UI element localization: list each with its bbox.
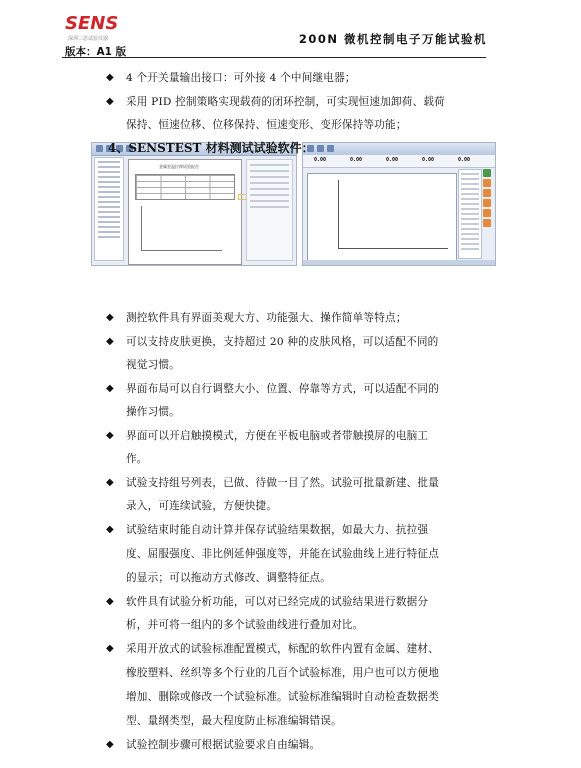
report-curve-area (141, 206, 222, 251)
diamond-bullet-icon: ◆ (106, 477, 114, 488)
control-icon (483, 219, 491, 227)
readout-value: 0.00 (385, 157, 399, 163)
result-list (458, 169, 482, 259)
diamond-bullet-icon: ◆ (106, 524, 114, 535)
document-title: 200N 微机控制电子万能试验机 (298, 32, 487, 46)
diamond-bullet-icon: ◆ (106, 430, 114, 441)
plot-x-axis (338, 248, 448, 249)
navigation-tree (94, 157, 124, 261)
control-icon (483, 209, 491, 217)
curve-plot (307, 173, 457, 261)
diamond-bullet-icon: ◆ (106, 643, 114, 654)
diamond-bullet-icon: ◆ (106, 72, 114, 83)
bullet-line: 型、量纲类型，最大程度防止标准编辑错误。 (126, 715, 342, 727)
bullet-line: 界面布局可以自行调整大小、位置、停靠等方式，可以适配不同的 (126, 383, 440, 395)
bullet-line: 软件具有试验分析功能，可以对已经完成的试验结果进行数据分 (126, 596, 429, 608)
bullet-line: 度、屈服强度、非比例延伸强度等，并能在试验曲线上进行特征点 (126, 548, 440, 560)
bullet-line: 采用开放式的试验标准配置模式，标配的软件内置有金属、建材、 (126, 643, 440, 655)
readout-bar (303, 155, 495, 168)
bullet-line: 试验结束时能自动计算并保存试验结果数据，如最大力、抗拉强 (126, 524, 429, 536)
bullet-line: 4 个开关量输出接口：可外接 4 个中间继电器； (126, 72, 356, 84)
control-icon (483, 189, 491, 197)
bullet-line: 界面可以开启触摸模式，方便在平板电脑或者带触摸屏的电脑工 (126, 430, 429, 442)
diamond-bullet-icon: ◆ (106, 336, 114, 347)
plot-y-axis (338, 180, 339, 248)
bullet-line: 析，并可将一组内的多个试验曲线进行叠加对比。 (126, 619, 364, 631)
diamond-bullet-icon: ◆ (106, 739, 114, 750)
bullet-line: 测控软件具有界面美观大方、功能强大、操作简单等特点； (126, 312, 407, 324)
bullet-line: 采用 PID 控制策略实现载荷的闭环控制，可实现恒速加卸荷、载荷 (126, 96, 445, 108)
report-screenshot (91, 142, 297, 266)
control-icon (483, 199, 491, 207)
bullet-line: 可以支持皮肤更换，支持超过 20 种的皮肤风格，可以适配不同的 (126, 336, 439, 348)
properties-panel (246, 159, 293, 261)
test-screenshot (302, 142, 496, 266)
bullet-line: 试验支持组号列表，已做、待做一目了然。试验可批量新建、批量 (126, 477, 440, 489)
logo-text: SENS (65, 13, 119, 34)
report-title: 金属室温拉伸试验报告 (159, 164, 199, 169)
bullet-line: 试验控制步骤可根据试验要求自由编辑。 (126, 739, 321, 751)
diamond-bullet-icon: ◆ (106, 596, 114, 607)
readout-value: 0.00 (421, 157, 435, 163)
diamond-bullet-icon: ◆ (106, 383, 114, 394)
start-icon (483, 169, 491, 177)
diamond-bullet-icon: ◆ (106, 312, 114, 323)
bullet-line: 操作习惯。 (126, 406, 180, 418)
status-bar (303, 260, 495, 265)
control-buttons (483, 169, 492, 255)
bullet-line: 录入，可连续试验，方便快捷。 (126, 500, 278, 512)
readout-value: 0.00 (349, 157, 363, 163)
readout-value: 0.00 (313, 157, 327, 163)
report-table (135, 174, 235, 200)
logo-subtext: 深圳三思试验仪器 (68, 36, 109, 42)
bullet-line: 增加、删除或修改一个试验标准。试验标准编辑时自动检查数据类 (126, 691, 440, 703)
diamond-bullet-icon: ◆ (106, 96, 114, 107)
section-heading: 4、SENSTEST 材料测试试验软件： (108, 141, 314, 155)
stop-icon (483, 179, 491, 187)
bullet-line: 视觉习惯。 (126, 359, 180, 371)
version-label: 版本：A1 版 (65, 46, 127, 58)
readout-value: 0.00 (457, 157, 471, 163)
bullet-line: 作。 (126, 453, 148, 465)
bullet-line: 橡胶塑料、丝织等多个行业的几百个试验标准，用户也可以方便地 (126, 667, 440, 679)
header-divider (62, 57, 486, 58)
report-preview (128, 159, 242, 265)
bullet-line: 的显示；可以拖动方式修改、调整特征点。 (126, 572, 332, 584)
bullet-line: 保持、恒速位移、位移保持、恒速变形、变形保持等功能； (126, 119, 407, 131)
